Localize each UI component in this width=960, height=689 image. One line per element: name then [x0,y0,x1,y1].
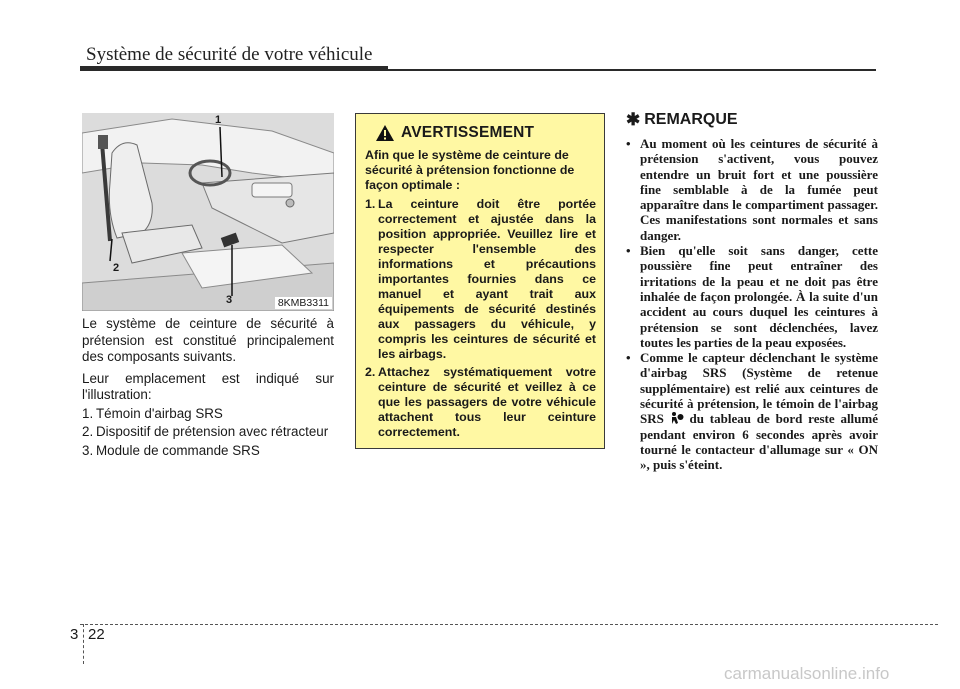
note-item: • Comme le capteur déclenchant le système d'airbag SRS (Système de retenue supplémentaire) est relié aux ceintures de sécurité à prétension, le témoin de l'airbag SRS du tableau de bord reste allumé pendant environ 6 secondes après avoir tourné le contacteur d'allumage sur « ON », puis s'éteint. [626,350,878,473]
footer-divider [83,624,84,664]
callout-1: 1 [215,114,222,126]
footer-rule [80,624,938,625]
list-item: 3. Module de commande SRS [82,442,260,458]
warning-item: 1. La ceinture doit être portée correctement et ajustée dans la position appropriée. Veuillez lire et respecter l'ensemble des informations et précautions importantes fournies dans ce manuel et ayant trait aux équipements de sécurité destinés aux passagers du véhicule, y compris les ceintures de sécurité et les airbags. [365,197,596,361]
illustration-drawing [82,113,334,311]
warning-intro: Afin que le système de ceinture de sécurité à prétension fonctionne de façon optimale : [365,148,575,192]
note-item: • Au moment où les ceintures de sécurité à prétension s'activent, vous pouvez entendre un bruit fort et une poussière fine semblable à de la fumée peut apparaître dans le compartiment passager. Ces manifestations sont normales et sans danger. [626,136,878,243]
note-heading [626,110,878,130]
warning-header [375,124,596,142]
warning-box [355,113,605,449]
callout-2: 2 [113,262,120,274]
list-item: 2. Dispositif de prétension avec rétracteur [82,424,329,439]
note-title: REMARQUE [644,111,738,128]
list-item: 1. Témoin d'airbag SRS [82,405,223,421]
star-icon: ✱ [626,110,641,129]
note-column [626,110,878,473]
warning-triangle-icon [375,124,395,142]
watermark: carmanualsonline.info [724,664,890,683]
intro-paragraph-location: Leur emplacement est indiqué sur l'illustration: [82,370,334,402]
callout-3: 3 [226,294,233,306]
page-title: Système de sécurité de votre véhicule [86,44,373,65]
intro-paragraph: Le système de ceinture de sécurité à prétension est constitué principalement des composants suivants. [82,316,334,364]
header-rule [80,66,388,71]
page-number: 22 [88,626,105,643]
intro-column [82,316,334,461]
warning-item: 2. Attachez systématiquement votre ceinture de sécurité et veillez à ce que les passagers de votre véhicule attachent tous leur ceinture correctement. [365,365,596,439]
chapter-number: 3 [70,626,79,643]
car-interior-illustration [82,113,334,311]
airbag-warning-icon [670,411,684,425]
warning-title: AVERTISSEMENT [401,124,535,141]
note-item: • Bien qu'elle soit sans danger, cette poussière fine peut entraîner des irritations de la peau et ne doit pas être inhalée de façon prolongée. À la suite d'un accident au cours duquel les ceintures à prétension se sont déclenchées, lavez toutes les parties de la peau exposées. [626,243,878,350]
header-rule-thin [388,69,876,71]
illustration-code: 8KMB3311 [275,297,332,309]
